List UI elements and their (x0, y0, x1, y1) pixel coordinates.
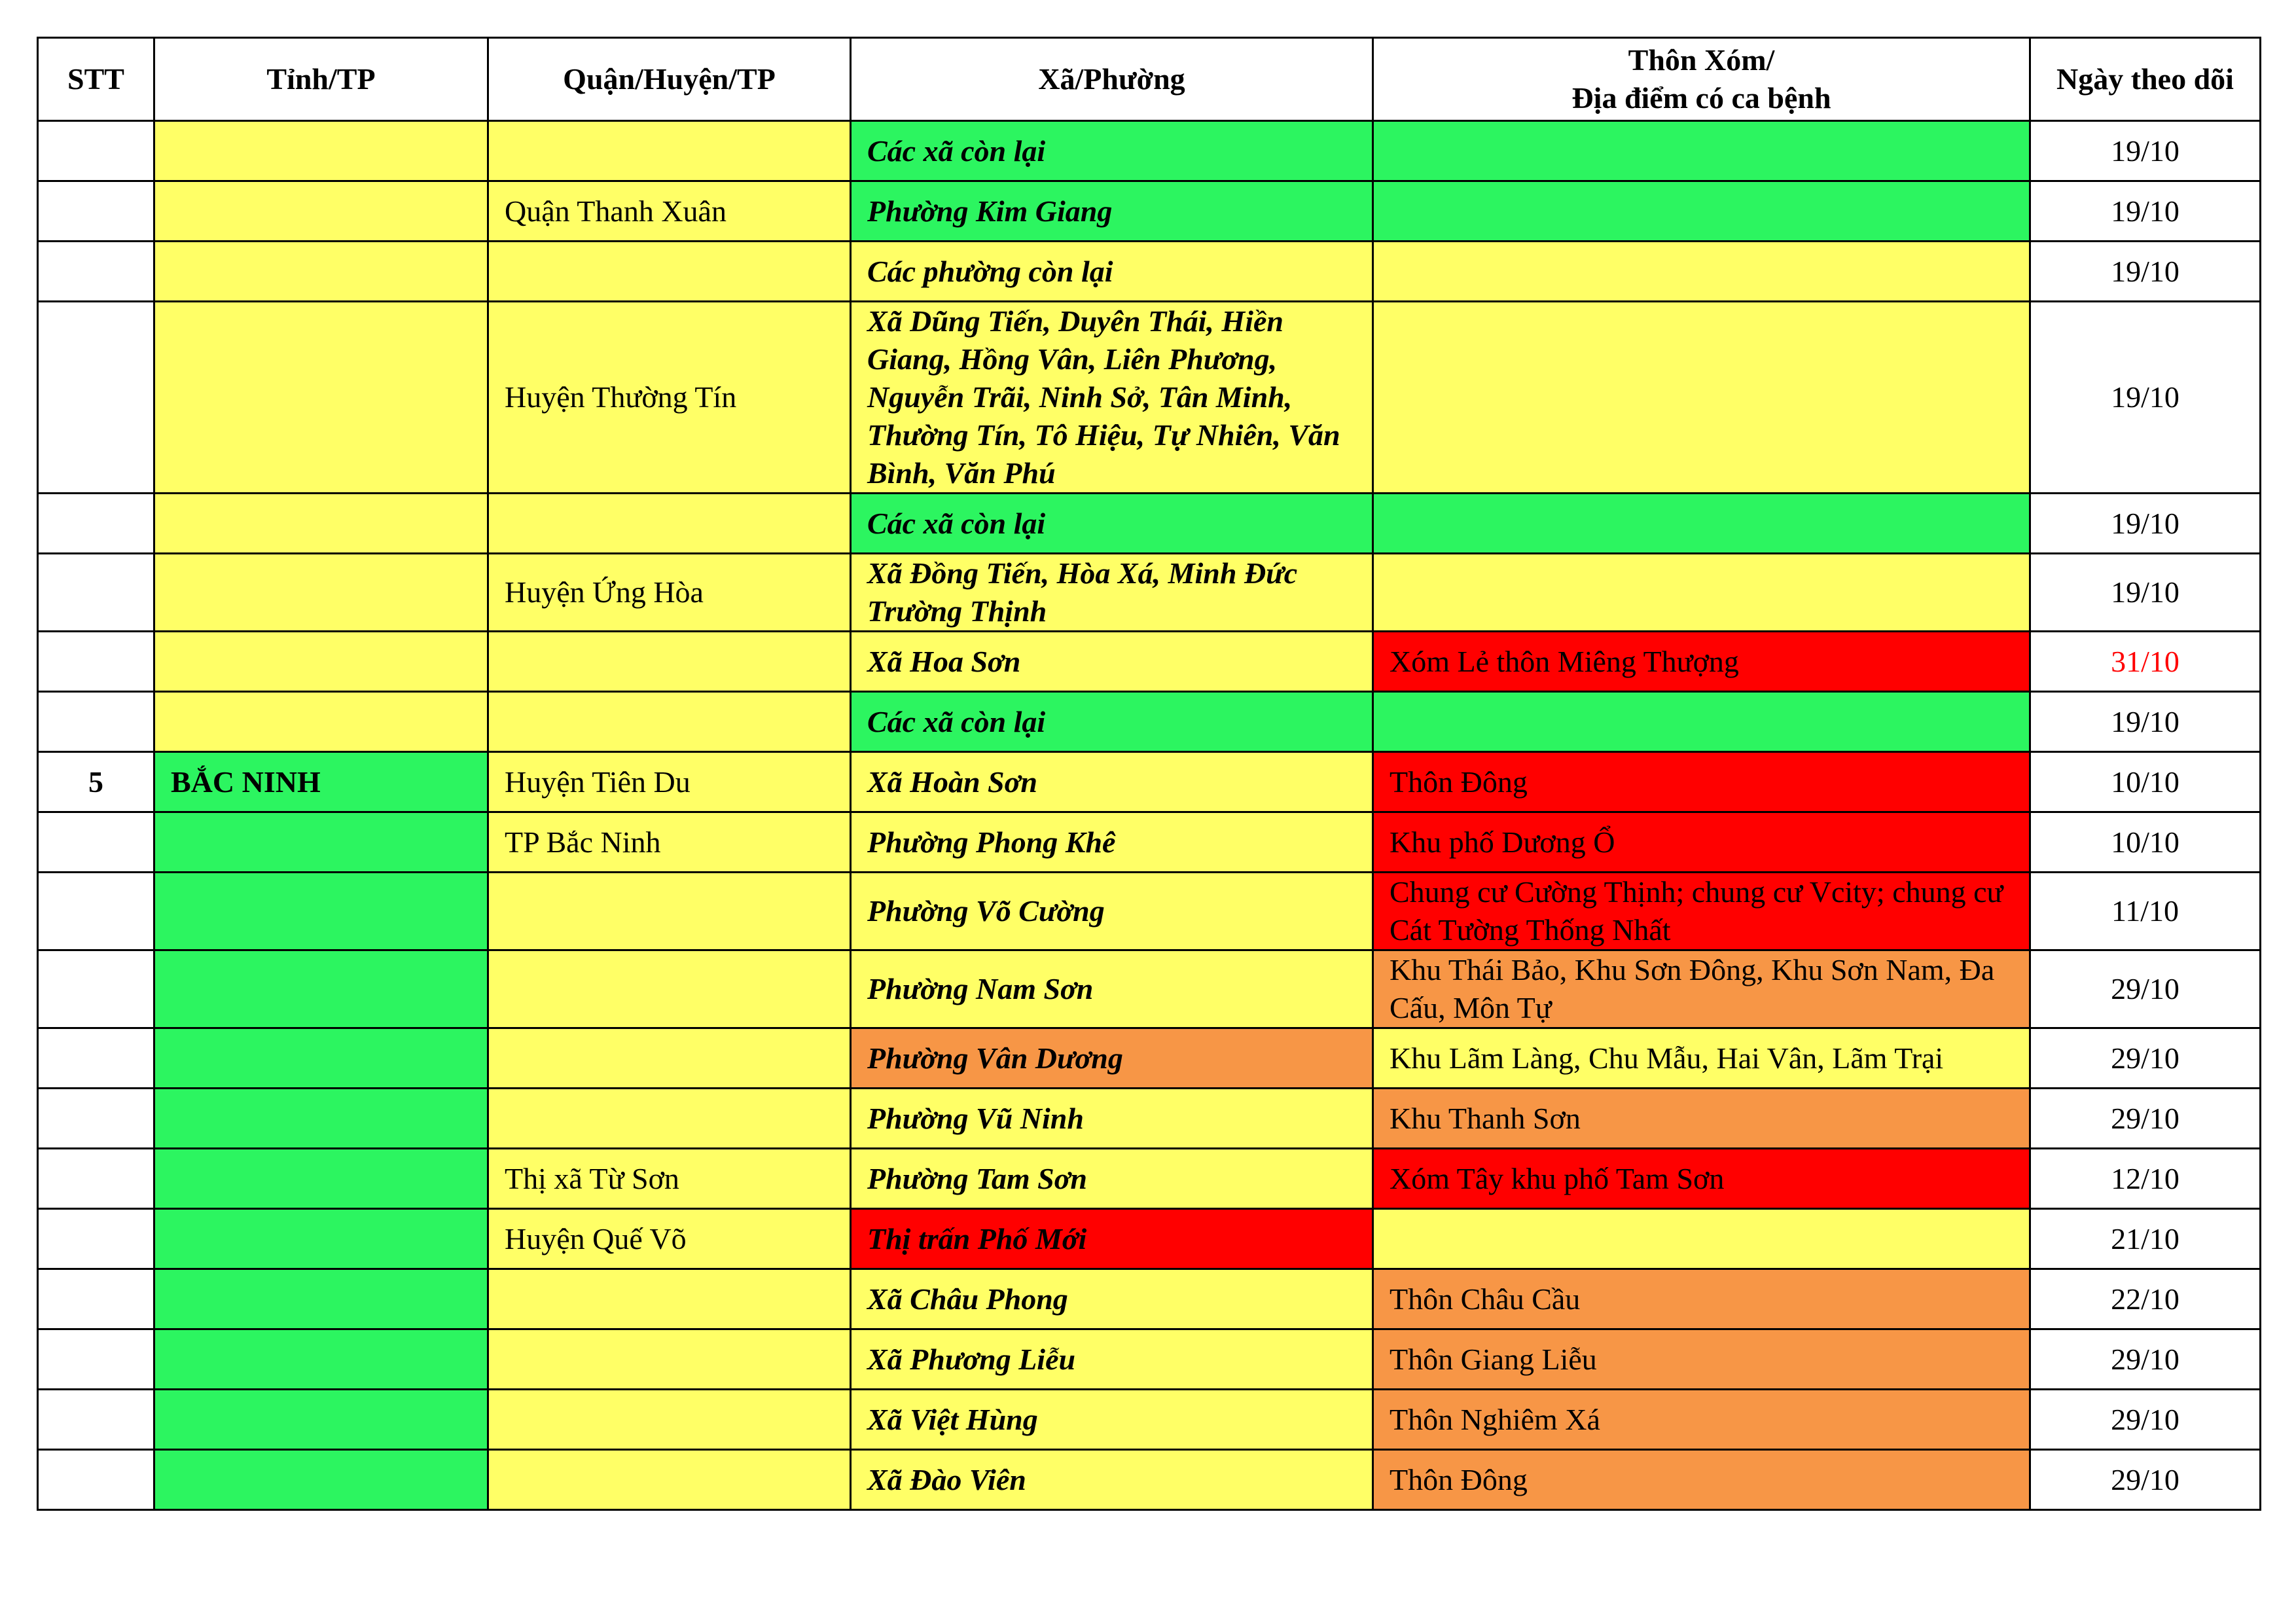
cell-province (154, 1209, 488, 1269)
cell-district (488, 494, 851, 554)
cell-province (154, 181, 488, 242)
cell-ward: Phường Vân Dương (851, 1028, 1373, 1089)
cell-district (488, 1329, 851, 1390)
cell-stt (38, 1089, 154, 1149)
cell-location: Thôn Đông (1373, 1450, 2030, 1510)
cell-date: 10/10 (2030, 812, 2261, 873)
cell-location: Khu Thanh Sơn (1373, 1089, 2030, 1149)
table-row (38, 1390, 2261, 1450)
cell-province (154, 632, 488, 692)
cell-stt (38, 1450, 154, 1510)
table-row (38, 1209, 2261, 1269)
cell-ward: Các xã còn lại (851, 494, 1373, 554)
cell-date: 19/10 (2030, 692, 2261, 752)
table-row (38, 302, 2261, 494)
cell-district: Huyện Ứng Hòa (488, 554, 851, 632)
table-row (38, 1089, 2261, 1149)
cell-ward: Các xã còn lại (851, 121, 1373, 181)
cell-province (154, 1450, 488, 1510)
cell-location: Thôn Giang Liễu (1373, 1329, 2030, 1390)
cell-district: Huyện Quế Võ (488, 1209, 851, 1269)
header-date: Ngày theo dõi (2030, 38, 2261, 121)
cell-province (154, 1269, 488, 1329)
cell-stt (38, 302, 154, 494)
cell-district (488, 1089, 851, 1149)
cell-stt (38, 494, 154, 554)
cell-province (154, 302, 488, 494)
header-location-line2: Địa điểm có ca bệnh (1571, 81, 1831, 115)
covid-zone-table (37, 37, 2261, 1511)
cell-stt (38, 812, 154, 873)
cell-location: Khu Thái Bảo, Khu Sơn Đông, Khu Sơn Nam, Đa Cấu, Môn Tự (1373, 950, 2030, 1028)
cell-ward: Xã Đồng Tiến, Hòa Xá, Minh Đức Trường Thịnh (851, 554, 1373, 632)
table-row (38, 1329, 2261, 1390)
cell-district (488, 1269, 851, 1329)
cell-location (1373, 242, 2030, 302)
cell-district: Quận Thanh Xuân (488, 181, 851, 242)
table-row (38, 181, 2261, 242)
cell-location (1373, 121, 2030, 181)
cell-date: 19/10 (2030, 554, 2261, 632)
cell-ward: Phường Tam Sơn (851, 1149, 1373, 1209)
cell-stt (38, 1390, 154, 1450)
cell-stt (38, 121, 154, 181)
cell-date: 19/10 (2030, 242, 2261, 302)
cell-date: 12/10 (2030, 1149, 2261, 1209)
header-stt: STT (38, 38, 154, 121)
table-row (38, 752, 2261, 812)
cell-date: 11/10 (2030, 873, 2261, 950)
cell-ward: Xã Đào Viên (851, 1450, 1373, 1510)
cell-district (488, 1450, 851, 1510)
cell-district: Huyện Tiên Du (488, 752, 851, 812)
cell-district (488, 692, 851, 752)
cell-location (1373, 302, 2030, 494)
cell-ward: Phường Phong Khê (851, 812, 1373, 873)
cell-province (154, 494, 488, 554)
cell-date: 31/10 (2030, 632, 2261, 692)
cell-stt (38, 1209, 154, 1269)
cell-date: 10/10 (2030, 752, 2261, 812)
cell-district (488, 873, 851, 950)
cell-province (154, 1089, 488, 1149)
cell-location (1373, 554, 2030, 632)
cell-ward: Phường Kim Giang (851, 181, 1373, 242)
cell-date: 22/10 (2030, 1269, 2261, 1329)
cell-ward: Xã Việt Hùng (851, 1390, 1373, 1450)
cell-ward: Phường Võ Cường (851, 873, 1373, 950)
cell-district: Thị xã Từ Sơn (488, 1149, 851, 1209)
cell-district (488, 632, 851, 692)
cell-province (154, 554, 488, 632)
cell-date: 19/10 (2030, 494, 2261, 554)
cell-location: Khu Lãm Làng, Chu Mẫu, Hai Vân, Lãm Trại (1373, 1028, 2030, 1089)
cell-location: Chung cư Cường Thịnh; chung cư Vcity; chung cư Cát Tường Thống Nhất (1373, 873, 2030, 950)
cell-province (154, 950, 488, 1028)
cell-ward: Xã Hoàn Sơn (851, 752, 1373, 812)
cell-location: Xóm Tây khu phố Tam Sơn (1373, 1149, 2030, 1209)
cell-date: 21/10 (2030, 1209, 2261, 1269)
cell-district (488, 950, 851, 1028)
cell-date: 19/10 (2030, 181, 2261, 242)
cell-ward: Các phường còn lại (851, 242, 1373, 302)
table-row (38, 632, 2261, 692)
table-row (38, 494, 2261, 554)
table-row (38, 1149, 2261, 1209)
cell-stt (38, 1028, 154, 1089)
cell-ward: Phường Vũ Ninh (851, 1089, 1373, 1149)
cell-location: Thôn Đông (1373, 752, 2030, 812)
cell-province: BẮC NINH (154, 752, 488, 812)
cell-location (1373, 181, 2030, 242)
cell-stt (38, 554, 154, 632)
table-body (38, 121, 2261, 1510)
cell-ward: Thị trấn Phố Mới (851, 1209, 1373, 1269)
header-ward: Xã/Phường (851, 38, 1373, 121)
cell-date: 29/10 (2030, 1089, 2261, 1149)
table-row (38, 873, 2261, 950)
cell-district (488, 121, 851, 181)
cell-stt (38, 873, 154, 950)
table-row (38, 1028, 2261, 1089)
header-province: Tỉnh/TP (154, 38, 488, 121)
cell-stt (38, 1269, 154, 1329)
table-row (38, 950, 2261, 1028)
cell-date: 19/10 (2030, 302, 2261, 494)
cell-location (1373, 494, 2030, 554)
cell-district (488, 1028, 851, 1089)
cell-ward: Xã Phương Liễu (851, 1329, 1373, 1390)
table-row (38, 242, 2261, 302)
cell-ward: Xã Hoa Sơn (851, 632, 1373, 692)
cell-stt (38, 950, 154, 1028)
cell-date: 29/10 (2030, 1329, 2261, 1390)
cell-stt (38, 692, 154, 752)
cell-province (154, 1329, 488, 1390)
cell-date: 29/10 (2030, 950, 2261, 1028)
cell-province (154, 812, 488, 873)
header-location-line1: Thôn Xóm/ (1628, 43, 1775, 77)
cell-stt (38, 632, 154, 692)
cell-date: 29/10 (2030, 1390, 2261, 1450)
cell-district: TP Bắc Ninh (488, 812, 851, 873)
cell-stt: 5 (38, 752, 154, 812)
cell-province (154, 1149, 488, 1209)
cell-district (488, 242, 851, 302)
table-row (38, 1269, 2261, 1329)
table-row (38, 692, 2261, 752)
cell-location: Thôn Nghiêm Xá (1373, 1390, 2030, 1450)
header-district: Quận/Huyện/TP (488, 38, 851, 121)
cell-location: Xóm Lẻ thôn Miêng Thượng (1373, 632, 2030, 692)
cell-province (154, 692, 488, 752)
cell-location: Thôn Châu Cầu (1373, 1269, 2030, 1329)
table-row (38, 1450, 2261, 1510)
table-header-row (38, 38, 2261, 121)
cell-province (154, 1028, 488, 1089)
cell-district: Huyện Thường Tín (488, 302, 851, 494)
cell-location (1373, 692, 2030, 752)
cell-date: 19/10 (2030, 121, 2261, 181)
table-row (38, 812, 2261, 873)
cell-ward: Xã Dũng Tiến, Duyên Thái, Hiền Giang, Hồng Vân, Liên Phương, Nguyễn Trãi, Ninh Sở, Tân Minh, Thường Tín, Tô Hiệu, Tự Nhiên, Văn Bình, Văn Phú (851, 302, 1373, 494)
cell-province (154, 1390, 488, 1450)
cell-stt (38, 242, 154, 302)
cell-district (488, 1390, 851, 1450)
table-row (38, 554, 2261, 632)
cell-stt (38, 1329, 154, 1390)
cell-ward: Xã Châu Phong (851, 1269, 1373, 1329)
cell-province (154, 242, 488, 302)
header-location (1373, 38, 2030, 121)
cell-date: 29/10 (2030, 1028, 2261, 1089)
cell-date: 29/10 (2030, 1450, 2261, 1510)
cell-ward: Phường Nam Sơn (851, 950, 1373, 1028)
cell-province (154, 873, 488, 950)
table-row (38, 121, 2261, 181)
cell-location (1373, 1209, 2030, 1269)
cell-ward: Các xã còn lại (851, 692, 1373, 752)
cell-province (154, 121, 488, 181)
cell-stt (38, 181, 154, 242)
cell-stt (38, 1149, 154, 1209)
cell-location: Khu phố Dương Ổ (1373, 812, 2030, 873)
